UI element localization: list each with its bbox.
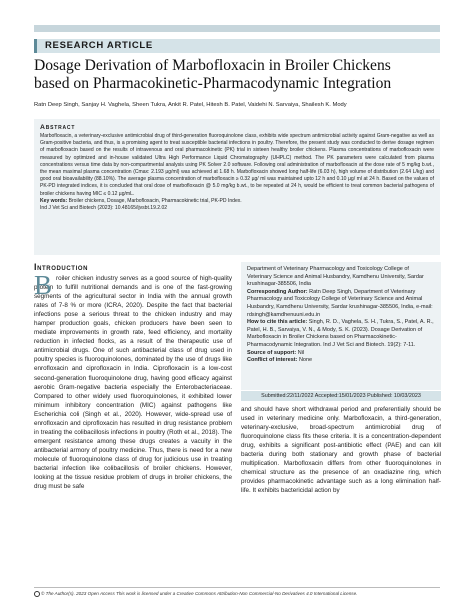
title-line-2: based on Pharmacokinetic-Pharmacodynamic Integration xyxy=(34,74,392,92)
support-text: Nil xyxy=(297,349,305,356)
submission-dates: Submitted:22/11/2022 Accepted:15/01/2023 Published: 10/03/2023 xyxy=(241,391,441,401)
affiliation: Department of Veterinary Pharmacology and Toxicology College of Veterinary Science and Animal Husbandry, Kamdhenu University, Sardar krushinagar-385506, India xyxy=(247,266,424,288)
article-info-box xyxy=(241,262,441,390)
abstract-heading: Abstract xyxy=(40,124,76,131)
right-column-text: and should have short withdrawal period and preferentially should be used in veterinary medicine only. Marbofloxacin, a third-generation, veterinary-exclusive, broad-spectrum antimicrobial drug of fluoroquinolone class fits these criteria. It is a concentration-dependent drug, exhibits a significant post-antibiotic effect (PAE) and can kill bacteria during both stationary and growth phase of bacterial multiplication. Marbofloxacin differs from other fluoroquinolones in chemical structure as the presence of an oxadiazine ring, which provides pharmacokinetic advantage such as a long elimination half-life. It exhibits bactericidal action by xyxy=(241,406,441,495)
keywords-text: Broiler chickens, Dosage, Marbofloxacin, Pharmacokinetic trial, PK-PD Index. xyxy=(68,197,242,204)
keywords-label: Key words: xyxy=(40,197,68,204)
article-title xyxy=(34,57,444,92)
license-text: © The Author(s). 2023 Open Access This work is licensed under a Creative Commons Attribution-Non Commercial-No Derivatives 4.0 International License. xyxy=(41,591,358,597)
how-to-cite xyxy=(247,319,435,349)
source-of-support xyxy=(247,350,435,358)
corresponding-author xyxy=(247,289,435,319)
introduction-column xyxy=(34,270,232,491)
section-label: RESEARCH ARTICLE xyxy=(34,39,440,53)
header-bar xyxy=(34,25,440,32)
support-label: Source of support: xyxy=(247,349,297,356)
introduction-heading: Introduction xyxy=(34,262,89,272)
conflict-label: Conflict of interest: xyxy=(247,357,298,364)
journal-citation: Ind J Vet Sci and Biotech (2023): 10.48165/ijvsbt.19.2.02 xyxy=(40,205,168,212)
abstract-body: Marbofloxacin, a veterinary-exclusive antimicrobial drug of third-generation fluoroquinolone class, exhibits wide spectrum antimicrobial activity against Gram-negative as well as Gram-positive bacteria, and thus, is a promising agent to treat susceptible bacterial infections in poultry. Therefore, the present study was conducted to derive dosage regimen of marbofloxacin based on the results of intravenous and oral pharmacokinetic (PK) trial in sixteen healthy broiler chickens. Plasma concentrations of marbofloxacin were measured by optimized and in-house validated Ultra High Performance Liquid Chromatography (UHPLC) method. The PK parameters were calculated from plasma concentrations versus time data by non-compartmental analysis using PK Solver 2.0 software. Following oral administration of marbofloxacin at the dose rate of 5 mg/kg b.wt., the mean maximal plasma concentration (Cmax: 2.193 µg/ml) was achieved at 1.68 h. Marbofloxacin showed long half-life (6.03 h), high volume of distribution (2.64 L/kg) and good oral bioavailability (88.10%). The average plasma concentration of marbofloxacin ≥ 0.32 µg/ ml was maintained upto 12 h and 0.10 µg/ ml at 24 h. Based on the values of PK-PD integrated indices, it is concluded that oral dose of marbofloxacin @ 5.0 mg/kg b.wt., to be repeated at 24 h, would be efficient to treat common bacterial pathogens of broiler chickens having MIC ≤ 0.12 µg/mL. xyxy=(40,133,434,197)
abstract-box xyxy=(34,119,440,255)
footer-divider xyxy=(34,587,440,588)
conflict-of-interest xyxy=(247,357,435,365)
corresponding-text: Ratn Deep Singh, Department of Veterinary Pharmacology and Toxicology College of Veterinary Science and Animal Husbandry, Kamdhenu University, Sardar krushinagar-385506, India, e-mail: rdsingh@kamdhenuuni.edu.in xyxy=(247,288,433,318)
corresponding-label: Corresponding Author: xyxy=(247,288,308,295)
introduction-paragraph: roiler chicken industry serves as a good source of high-quality protein to fulfill nutritional demands and is one of the fast-growing segments of the agricultural sector in India with the annual growth rates of 7-8 % or more (ICRA, 2020). Despite the fact that bacterial infections pose a serious threat to the chicken industry and may hamper production goals, chicken producers have been seen to mediate improvements in growth rate, feed efficiency, and mortality reduction in infected flocks, as a result of the therapeutic use of antimicrobial drugs. One of such antibacterial class of drug used in poultry species is fluoroquinolones, dominated by the use of drugs like enrofloxacin and ciprofloxacin in India. Ciprofloxacin is a low-cost second-generation fluoroquinolone drug, having good efficacy against aerobic Gram-negative bacteria especially the Enterobacteriaceae. Compared to other widely used fluoroquinolones, it exhibited lower minimum inhibitory concentration (MIC) against pathogens like Escherichia coli (Singh et al., 2020). However, wide-spread use of enrofloxacin and ciprofloxacin has resulted in drug resistance problem in treating the colibacillosis infections in poultry (Roth et al., 2018). The emergent resistance among these drugs creates a vacuity in the antibacterial armory of poultry medicine. Thus, there is need for a new molecule of fluoroquinolone class of drug for judicious use in treating bacterial infection like colibacillosis of broiler chickens. However, looking at the tissue residue problem of drugs in broiler chickens, the drug must be safe xyxy=(34,275,232,491)
drop-cap: B xyxy=(34,270,53,300)
author-list: Ratn Deep Singh, Sanjay H. Vaghela, Sheen Tukra, Ankit R. Patel, Hitesh B. Patel, Vaidehi N. Sarvaiya, Shailesh K. Mody xyxy=(34,102,347,108)
cite-text: Singh, R. D., Vaghela, S. H., Tukra, S., Patel, A. R., Patel, H. B., Sarvaiya, V. N., & Mody, S. K. (2023). Dosage Derivation of Marbofloxacin in Broiler Chickens based on Pharmacokinetic-Pharmacodynamic Integration. Ind J Vet Sci and Biotech. 19(2): 7-11. xyxy=(247,319,434,348)
cite-label: How to cite this article: xyxy=(247,319,308,326)
title-line-1: Dosage Derivation of Marbofloxacin in Broiler Chickens xyxy=(34,57,391,74)
license-footer xyxy=(34,591,440,597)
conflict-text: None xyxy=(298,357,313,364)
open-access-icon xyxy=(34,591,40,597)
keywords xyxy=(40,198,434,205)
